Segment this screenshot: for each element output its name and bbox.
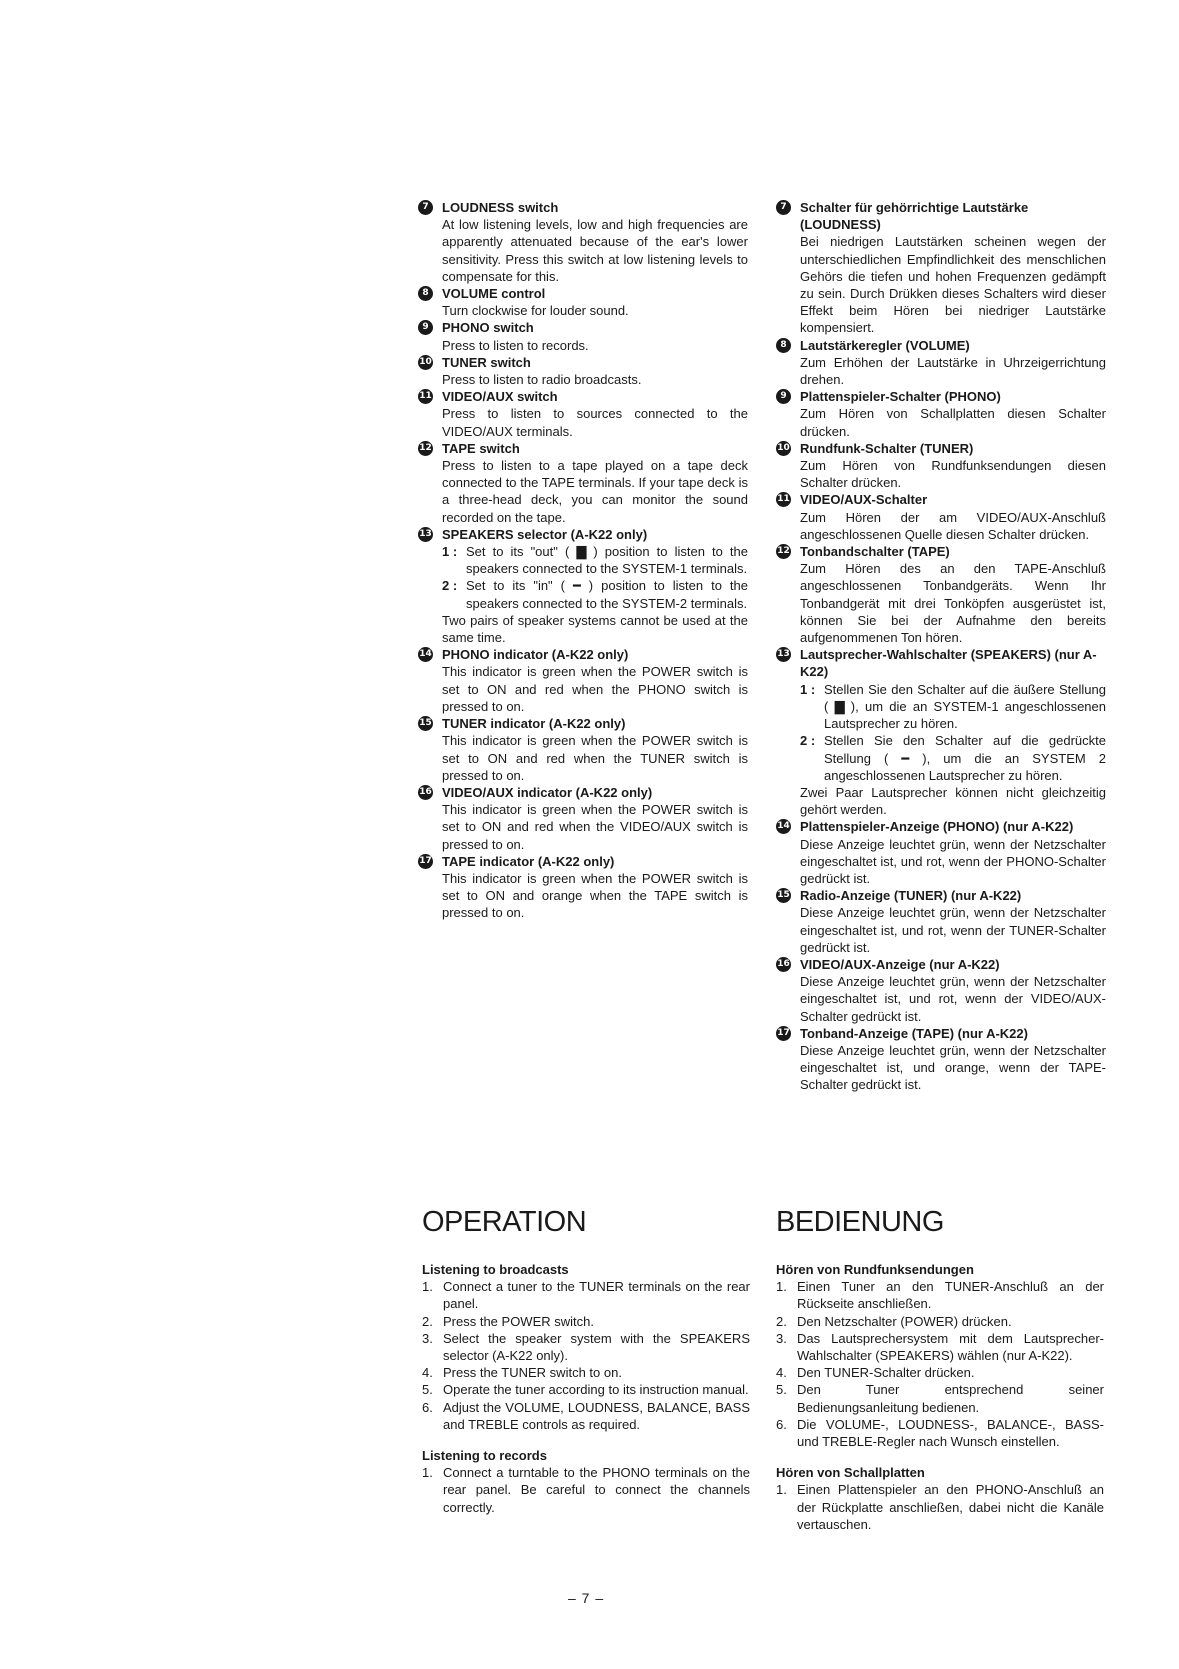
sub-item-text: Stellen Sie den Schalter auf die äußere Stellung ( ▇ ), um die an SYSTEM-1 angeschlossenen Lautsprecher zu hören.	[824, 681, 1106, 732]
step-item	[422, 1464, 750, 1516]
step-item	[422, 1399, 750, 1433]
item-title: VOLUME control	[442, 286, 546, 302]
item-body: Zum Hören des an den TAPE-Anschluß angeschlossenen Tonbandgeräts. Wenn Ihr Tonbandgerät mit drei Tonköpfen ausgerüstet ist, können Sie bei der Aufnahme den bereits aufgenommenen Ton hören.	[800, 561, 1106, 646]
step-text: Press the POWER switch.	[443, 1313, 594, 1329]
item-body: Diese Anzeige leuchtet grün, wenn der Netzschalter eingeschaltet ist, und rot, wenn der TUNER-Schalter gedrückt ist.	[800, 905, 1106, 955]
step-number: 1.	[422, 1465, 433, 1481]
step-text: Connect a turntable to the PHONO terminals on the rear panel. Be careful to connect the channels correctly.	[443, 1465, 750, 1515]
step-text: Den TUNER-Schalter drücken.	[797, 1365, 975, 1381]
step-text: Adjust the VOLUME, LOUDNESS, BALANCE, BASS and TREBLE controls as required.	[443, 1399, 750, 1432]
control-item	[776, 818, 1106, 887]
step-text: Press the TUNER switch to on.	[443, 1365, 622, 1381]
item-number-badge: 10	[776, 441, 791, 456]
step-item	[776, 1330, 1104, 1364]
item-title: VIDEO/AUX-Schalter	[800, 492, 928, 508]
item-body: Diese Anzeige leuchtet grün, wenn der Netzschalter eingeschaltet ist, und rot, wenn der VIDEO/AUX-Schalter gedrückt ist.	[800, 974, 1106, 1024]
sub-item-number: 2 :	[442, 578, 458, 594]
sub-item-number: 1 :	[800, 681, 816, 697]
item-title: VIDEO/AUX switch	[442, 389, 558, 405]
item-title: TAPE indicator (A-K22 only)	[442, 853, 615, 869]
step-item	[422, 1381, 750, 1398]
step-item	[776, 1278, 1104, 1312]
control-item	[418, 715, 748, 784]
item-body: Press to listen to a tape played on a tape deck connected to the TAPE terminals. If your tape deck is a three-head deck, you can monitor the sound recorded on the tape.	[442, 458, 748, 525]
item-body: Zum Hören der am VIDEO/AUX-Anschluß angeschlossenen Quelle diesen Schalter drücken.	[800, 509, 1106, 542]
item-number-badge: 11	[776, 492, 791, 507]
sub-item-text: Stellen Sie den Schalter auf die gedrückte Stellung ( ━ ), um die an SYSTEM 2 angeschlossenen Lautsprecher zu hören.	[824, 733, 1106, 783]
item-number-badge: 14	[418, 647, 433, 662]
step-item	[776, 1481, 1104, 1533]
item-body: Zum Hören von Schallplatten diesen Schalter drücken.	[800, 406, 1106, 439]
item-number-badge: 14	[776, 819, 791, 834]
sub-item-number: 2 :	[800, 733, 816, 749]
item-number-badge: 17	[418, 854, 433, 869]
item-body: Turn clockwise for louder sound.	[442, 303, 629, 319]
item-title: Schalter für gehörrichtige Lautstärke (LOUDNESS)	[800, 200, 1029, 233]
item-body: Diese Anzeige leuchtet grün, wenn der Netzschalter eingeschaltet ist, und rot, wenn der PHONO-Schalter gedrückt ist.	[800, 836, 1106, 886]
step-number: 1.	[422, 1279, 433, 1295]
item-title: PHONO switch	[442, 320, 534, 336]
section-title: Hören von Schallplatten	[776, 1465, 925, 1481]
control-item	[776, 543, 1106, 646]
control-item	[776, 956, 1106, 1025]
step-item	[776, 1364, 1104, 1381]
step-number: 4.	[776, 1365, 787, 1381]
operation-english	[422, 1261, 750, 1516]
page-number: – 7 –	[568, 1590, 605, 1606]
control-item	[418, 199, 748, 285]
step-item	[776, 1313, 1104, 1330]
item-note: Zwei Paar Lautsprecher können nicht gleichzeitig gehört werden.	[800, 784, 1106, 818]
bedienung-heading: BEDIENUNG	[776, 1206, 944, 1238]
item-title: LOUDNESS switch	[442, 200, 559, 215]
item-number-badge: 9	[776, 389, 791, 404]
section-gap	[776, 1450, 1104, 1464]
step-text: Den Tuner entsprechend seiner Bedienungsanleitung bedienen.	[797, 1382, 1104, 1415]
section-gap	[422, 1433, 750, 1447]
item-body: Zum Erhöhen der Lautstärke in Uhrzeigerrichtung drehen.	[800, 354, 1106, 388]
sub-item-number: 1 :	[442, 544, 458, 560]
sub-item-text: Set to its "out" ( ▇ ) position to listen to the speakers connected to the SYSTEM-1 terminals.	[466, 544, 748, 577]
item-title: Plattenspieler-Schalter (PHONO)	[800, 389, 1001, 405]
item-title: SPEAKERS selector (A-K22 only)	[442, 526, 648, 542]
control-item	[776, 388, 1106, 440]
step-text: Die VOLUME-, LOUDNESS-, BALANCE-, BASS- und TREBLE-Regler nach Wunsch einstellen.	[797, 1416, 1104, 1450]
item-body: At low listening levels, low and high frequencies are apparently attenuated because of the ear's lower sensitivity. Press this switch at low listening levels to compensate for this.	[442, 217, 748, 284]
item-body: This indicator is green when the POWER switch is set to ON and orange when the TAPE switch is pressed to on.	[442, 870, 748, 921]
item-number-badge: 7	[776, 200, 791, 215]
control-item	[776, 440, 1106, 492]
controls-english-column	[418, 199, 748, 922]
item-title: VIDEO/AUX-Anzeige (nur A-K22)	[800, 956, 1000, 972]
control-item	[418, 354, 748, 388]
item-number-badge: 10	[418, 355, 433, 370]
item-title: TUNER indicator (A-K22 only)	[442, 716, 626, 732]
step-number: 1.	[776, 1482, 787, 1498]
step-text: Select the speaker system with the SPEAKERS selector (A-K22 only).	[443, 1330, 750, 1364]
step-item	[422, 1330, 750, 1364]
step-text: Einen Plattenspieler an den PHONO-Anschluß an der Rückplatte anschließen, dabei nicht die Kanäle vertauschen.	[797, 1482, 1104, 1532]
step-item	[776, 1381, 1104, 1415]
control-item	[418, 388, 748, 440]
step-item	[422, 1364, 750, 1381]
control-item	[418, 526, 748, 646]
step-number: 3.	[422, 1330, 433, 1346]
item-number-badge: 15	[418, 716, 433, 731]
item-body: This indicator is green when the POWER switch is set to ON and red when the TUNER switch is pressed to on.	[442, 733, 748, 783]
step-number: 5.	[422, 1382, 433, 1398]
item-body: Diese Anzeige leuchtet grün, wenn der Netzschalter eingeschaltet ist, und orange, wenn der TAPE-Schalter gedrückt ist.	[800, 1042, 1106, 1093]
item-number-badge: 13	[776, 647, 791, 662]
item-title: TUNER switch	[442, 354, 531, 370]
item-title: Tonbandschalter (TAPE)	[800, 544, 950, 560]
step-number: 6.	[776, 1416, 787, 1432]
control-item	[776, 491, 1106, 543]
section-title: Listening to records	[422, 1448, 547, 1464]
controls-german-column	[776, 199, 1106, 1094]
step-number: 2.	[776, 1313, 787, 1329]
step-text: Das Lautsprechersystem mit dem Lautsprecher-Wahlschalter (SPEAKERS) wählen (nur A-K22).	[797, 1330, 1104, 1364]
item-number-badge: 7	[418, 200, 433, 215]
item-number-badge: 9	[418, 320, 433, 335]
step-number: 5.	[776, 1382, 787, 1398]
sub-item	[442, 543, 748, 577]
operation-heading: OPERATION	[422, 1206, 587, 1238]
item-number-badge: 11	[418, 389, 433, 404]
step-text: Connect a tuner to the TUNER terminals on the rear panel.	[443, 1279, 750, 1312]
control-item	[776, 646, 1106, 818]
control-item	[418, 646, 748, 715]
item-title: Lautstärkeregler (VOLUME)	[800, 337, 970, 353]
step-text: Operate the tuner according to its instruction manual.	[443, 1382, 749, 1398]
step-item	[422, 1278, 750, 1312]
item-body: Press to listen to sources connected to the VIDEO/AUX terminals.	[442, 406, 748, 439]
item-title: Rundfunk-Schalter (TUNER)	[800, 440, 974, 456]
item-body: This indicator is green when the POWER switch is set to ON and red when the PHONO switch is pressed to on.	[442, 664, 748, 714]
item-note: Two pairs of speaker systems cannot be used at the same time.	[442, 612, 748, 646]
item-number-badge: 16	[776, 957, 791, 972]
item-number-badge: 12	[418, 441, 433, 456]
item-title: Lautsprecher-Wahlschalter (SPEAKERS) (nur A-K22)	[800, 647, 1097, 680]
operation-german	[776, 1261, 1104, 1533]
control-item	[776, 337, 1106, 389]
control-item	[776, 1025, 1106, 1094]
section-title: Hören von Rundfunksendungen	[776, 1262, 974, 1277]
item-title: Tonband-Anzeige (TAPE) (nur A-K22)	[800, 1025, 1028, 1041]
item-number-badge: 15	[776, 888, 791, 903]
step-number: 1.	[776, 1279, 787, 1295]
item-body: Bei niedrigen Lautstärken scheinen wegen der unterschiedlichen Empfindlichkeit des menschlichen Gehörs die tiefen und hohen Frequenzen gedämpft zu sein. Durch Drükken dieses Schalters wird dieser Effekt beim Hören bei niedriger Lautstärke kompensiert.	[800, 234, 1106, 336]
control-item	[776, 887, 1106, 956]
step-number: 4.	[422, 1365, 433, 1381]
item-number-badge: 13	[418, 527, 433, 542]
control-item	[418, 853, 748, 922]
step-item	[776, 1416, 1104, 1450]
control-item	[776, 199, 1106, 337]
item-body: This indicator is green when the POWER switch is set to ON and red when the VIDEO/AUX switch is pressed to on.	[442, 802, 748, 852]
control-item	[418, 319, 748, 353]
step-number: 6.	[422, 1399, 433, 1415]
item-number-badge: 16	[418, 785, 433, 800]
item-number-badge: 12	[776, 544, 791, 559]
step-number: 2.	[422, 1313, 433, 1329]
sub-item	[800, 732, 1106, 784]
control-item	[418, 285, 748, 319]
step-item	[422, 1313, 750, 1330]
item-number-badge: 8	[776, 338, 791, 353]
step-number: 3.	[776, 1330, 787, 1346]
item-title: Plattenspieler-Anzeige (PHONO) (nur A-K22)	[800, 819, 1074, 835]
sub-item-text: Set to its "in" ( ━ ) position to listen to the speakers connected to the SYSTEM-2 terminals.	[466, 578, 748, 611]
item-title: VIDEO/AUX indicator (A-K22 only)	[442, 784, 653, 800]
item-title: Radio-Anzeige (TUNER) (nur A-K22)	[800, 888, 1022, 904]
item-number-badge: 8	[418, 286, 433, 301]
step-text: Den Netzschalter (POWER) drücken.	[797, 1313, 1012, 1329]
item-body: Zum Hören von Rundfunksendungen diesen Schalter drücken.	[800, 458, 1106, 491]
section-title: Listening to broadcasts	[422, 1262, 569, 1277]
control-item	[418, 784, 748, 853]
step-text: Einen Tuner an den TUNER-Anschluß an der Rückseite anschließen.	[797, 1279, 1104, 1312]
item-title: TAPE switch	[442, 440, 520, 456]
sub-item	[800, 681, 1106, 733]
item-body: Press to listen to records.	[442, 337, 589, 353]
item-title: PHONO indicator (A-K22 only)	[442, 647, 629, 663]
item-body: Press to listen to radio broadcasts.	[442, 372, 642, 388]
sub-item	[442, 577, 748, 611]
control-item	[418, 440, 748, 526]
item-number-badge: 17	[776, 1026, 791, 1041]
